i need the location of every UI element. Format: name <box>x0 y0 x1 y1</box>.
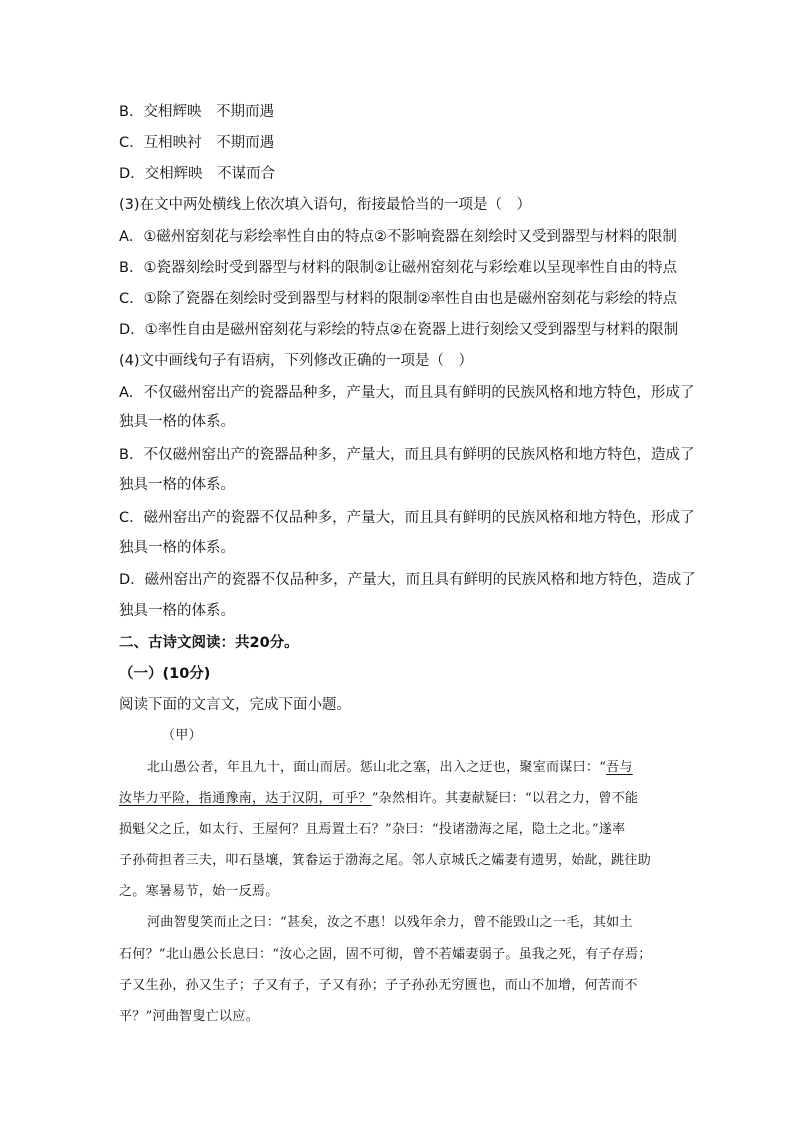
passage-p1-line2 <box>119 789 638 809</box>
option-a-q3: A．①磁州窑刻花与彩绘率性自由的特点②不影响瓷器在刻绘时又受到器型与材料的限制 <box>119 229 677 245</box>
passage-p1-line5: 之。寒暑易节，始一反焉。 <box>119 884 279 899</box>
passage-p2-line2: 石何？”北山愚公长息曰：“汝心之固，固不可彻，曾不若孀妻弱子。虽我之死，有子存焉； <box>119 947 652 962</box>
option-a-q4-line1: A．不仅磁州窑出产的瓷器品种多，产量大，而且具有鲜明的民族风格和地方特色，形成了 <box>119 385 695 401</box>
section-2-title: 二、古诗文阅读：共20分。 <box>119 635 299 651</box>
option-d-q3: D．①率性自由是磁州窑刻花与彩绘的特点②在瓷器上进行刻绘又受到器型与材料的限制 <box>119 322 679 338</box>
option-c-q4-line2: 独具一格的体系。 <box>119 540 235 556</box>
passage-p2-line4: 平？”河曲智叟亡以应。 <box>119 1009 259 1024</box>
option-b-q4-line2: 独具一格的体系。 <box>119 477 235 493</box>
passage-p2-line1: 河曲智叟笑而止之曰：“甚矣，汝之不惠！以残年余力，曾不能毁山之一毛，其如土 <box>147 915 633 930</box>
passage-label: （甲） <box>162 728 202 743</box>
passage-p1-line3: 损魁父之丘，如太行、王屋何？且焉置土石？”杂曰：“投诸渤海之尾，隐土之北。”遂率 <box>119 822 626 837</box>
option-b-q2: B．交相辉映 不期而遇 <box>119 104 274 120</box>
option-b-q4-line1: B．不仅磁州窑出产的瓷器品种多，产量大，而且具有鲜明的民族风格和地方特色，造成了 <box>119 447 695 463</box>
option-b-q3: B．①瓷器刻绘时受到器型与材料的限制②让磁州窑刻花与彩绘难以呈现率性自由的特点 <box>119 260 677 276</box>
reading-instruction: 阅读下面的文言文，完成下面小题。 <box>119 697 351 713</box>
option-d-q2: D．交相辉映 不谋而合 <box>119 166 276 182</box>
question-4-stem: (4)文中画线句子有语病，下列修改正确的一项是（ ） <box>119 353 474 369</box>
passage-text: 北山愚公者，年且九十，面山而居。惩山北之塞，出入之迂也，聚室而谋曰：“ <box>147 760 607 775</box>
option-c-q2: C．互相映衬 不期而遇 <box>119 135 275 151</box>
option-c-q3: C．①除了瓷器在刻绘时受到器型与材料的限制②率性自由也是磁州窑刻花与彩绘的特点 <box>119 291 678 307</box>
passage-text: ”杂然相许。其妻献疑曰：“以君之力，曾不能 <box>371 791 639 806</box>
option-a-q4-line2: 独具一格的体系。 <box>119 414 235 430</box>
passage-p1-line1 <box>147 758 633 778</box>
question-3-stem: (3)在文中两处横线上依次填入语句，衔接最恰当的一项是（ ） <box>119 197 532 213</box>
underlined-text: 汝毕力平险，指通豫南，达于汉阴，可乎？ <box>119 791 372 806</box>
passage-p2-line3: 子又生孙，孙又生子；子又有子，子又有孙；子子孙孙无穷匮也，而山不加增，何苦而不 <box>119 978 638 993</box>
subsection-title: （一）(10分) <box>119 666 211 682</box>
underlined-text: 吾与 <box>606 760 633 775</box>
option-d-q4-line1: D．磁州窑出产的瓷器不仅品种多，产量大，而且具有鲜明的民族风格和地方特色，造成了 <box>119 572 696 588</box>
option-d-q4-line2: 独具一格的体系。 <box>119 603 235 619</box>
option-c-q4-line1: C．磁州窑出产的瓷器不仅品种多，产量大，而且具有鲜明的民族风格和地方特色，形成了 <box>119 510 695 526</box>
passage-p1-line4: 子孙荷担者三夫，叩石垦壤，箕畚运于渤海之尾。邻人京城氏之孀妻有遗男，始龀，跳往助 <box>119 853 652 868</box>
